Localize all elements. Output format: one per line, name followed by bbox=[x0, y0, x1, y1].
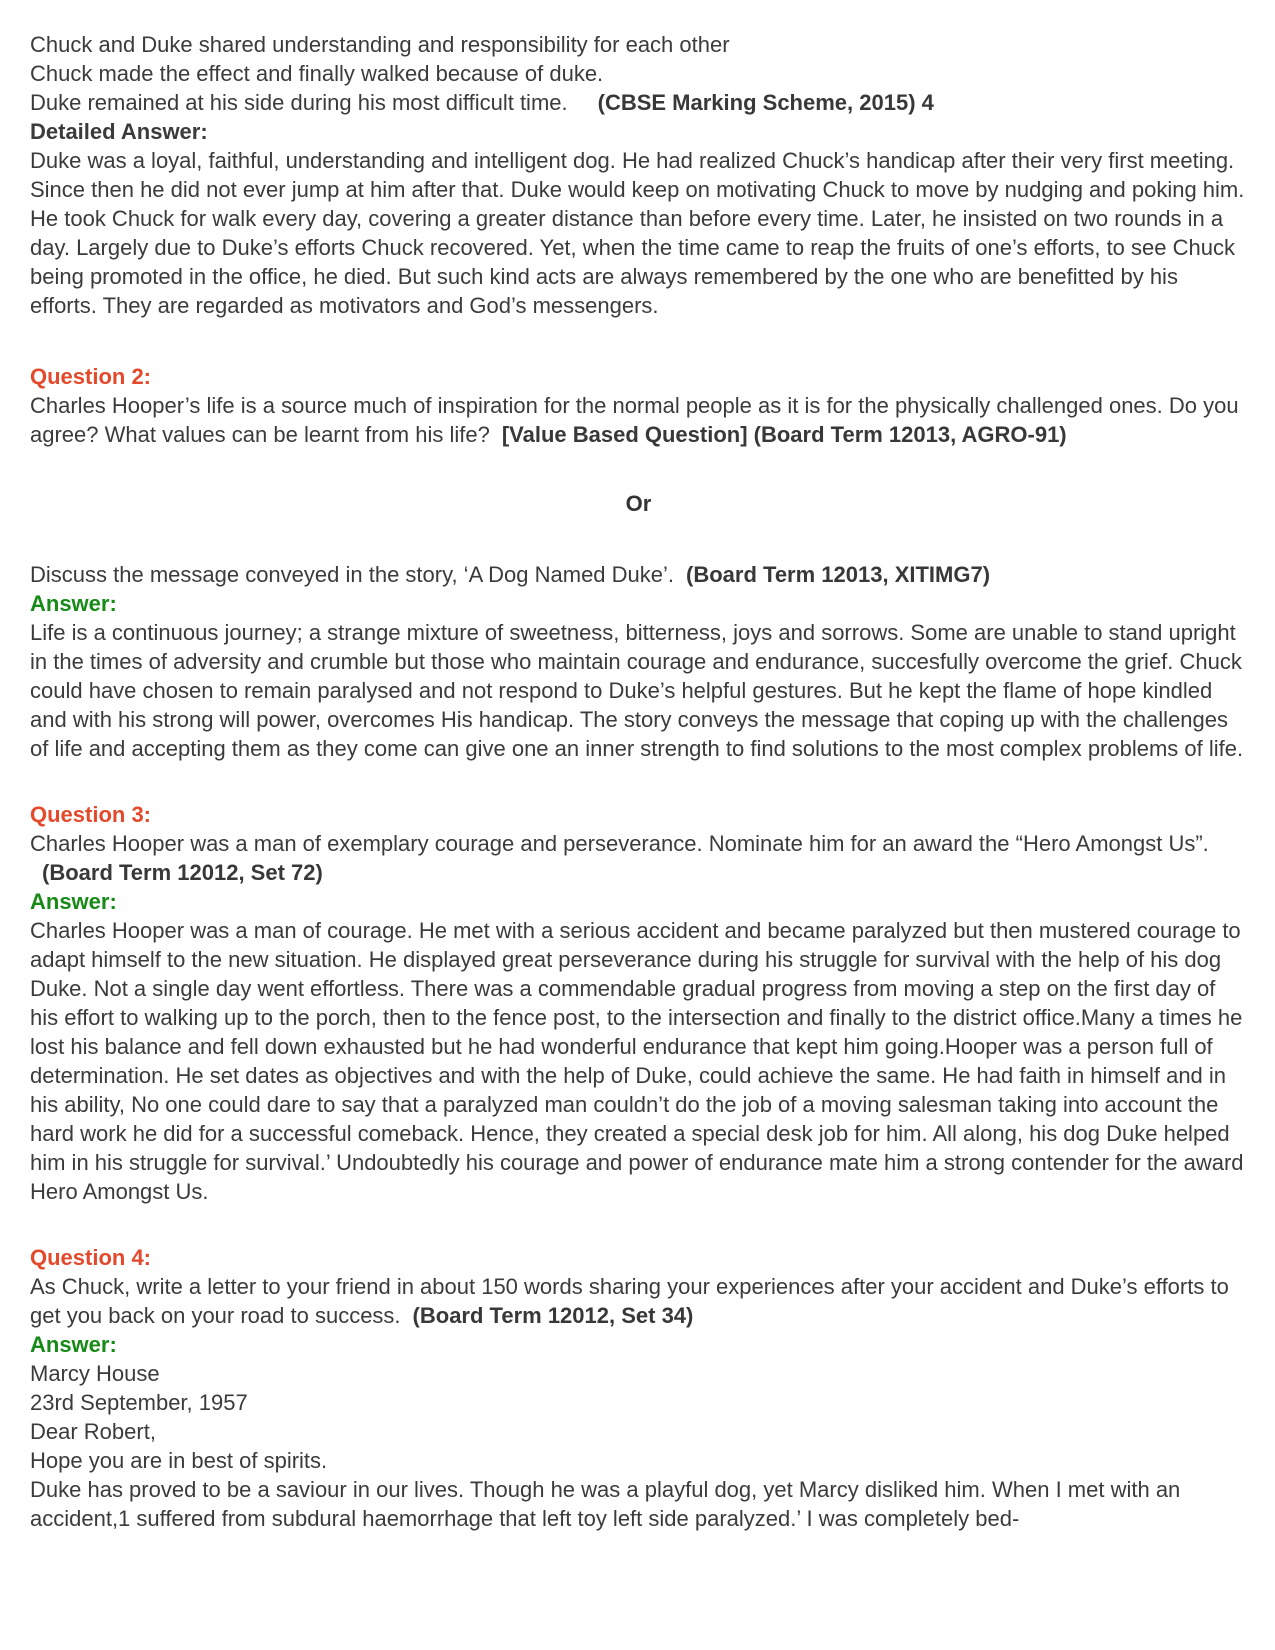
question-2-answer-text: Life is a continuous journey; a strange mixture of sweetness, bitterness, joys and sorrows. Some are unable to stand upright in the times of adversity and crumble but those who maintain courage and endurance, succesfully overcome the grief. Chuck could have chosen to remain paralysed and not respond to Duke’s helpful gestures. But he kept the flame of hope kindled and with his strong will power, overcomes His handicap. The story conveys the message that coping up with the challenges of life and accepting them as they come can give one an inner strength to find solutions to the most complex problems of life. bbox=[30, 620, 1244, 761]
question-2-board-ref: [Value Based Question] (Board Term 12013, AGRO-91) bbox=[501, 422, 1067, 447]
question-3-text-body: Charles Hooper was a man of exemplary courage and perseverance. Nominate him for an award the “Hero Amongst Us”. bbox=[30, 831, 1209, 856]
or-divider: Or bbox=[625, 491, 652, 516]
question-2-text-body: Charles Hooper’s life is a source much of inspiration for the normal people as it is for the physically challenged ones. Do you agree? What values can be learnt from his life? bbox=[30, 393, 1239, 447]
question-4-text bbox=[30, 1272, 1247, 1330]
question-2-alt-text bbox=[30, 560, 1247, 589]
question-3-answer-text: Charles Hooper was a man of courage. He met with a serious accident and became paralyzed but then mustered courage to adapt himself to the new situation. He displayed great perseverance during his struggle for survival with the help of his dog Duke. Not a single day went effortless. There was a commendable gradual progress from moving a step on the first day of his effort to walking up to the porch, then to the fence post, to the intersection and finally to the district office.Many a times he lost his balance and fell down exhausted but he had wonderful endurance that kept him going.Hooper was a person full of determination. He set dates as objectives and with the help of Duke, could achieve the same. He had faith in himself and in his ability, No one could dare to say that a paralyzed man couldn’t do the job of a moving salesman taking into account the hard work he did for a successful comeback. Hence, they created a special desk job for him. All along, his dog Duke helped him in his struggle for survival.’ Undoubtedly his courage and power of endurance mate him a strong contender for the award Hero Amongst Us. bbox=[30, 918, 1244, 1204]
question-4-heading: Question 4: bbox=[30, 1245, 152, 1270]
question-4-section bbox=[30, 1243, 1247, 1533]
question-4-text-body: As Chuck, write a letter to your friend in about 150 words sharing your experiences after your accident and Duke’s efforts to get you back on your road to success. bbox=[30, 1274, 1229, 1328]
marking-scheme-section bbox=[30, 30, 1247, 320]
cbse-marking-scheme-ref: (CBSE Marking Scheme, 2015) 4 bbox=[597, 90, 934, 115]
question-2-section bbox=[30, 362, 1247, 449]
question-4-board-ref: (Board Term 12012, Set 34) bbox=[412, 1303, 694, 1328]
scheme-point-1: Chuck and Duke shared understanding and responsibility for each other bbox=[30, 32, 730, 57]
question-2-heading: Question 2: bbox=[30, 364, 152, 389]
letter-opening: Hope you are in best of spirits. bbox=[30, 1448, 328, 1473]
scheme-point-3 bbox=[30, 88, 1247, 117]
question-2-alt-text-body: Discuss the message conveyed in the story, ‘A Dog Named Duke’. bbox=[30, 562, 675, 587]
question-4-answer-label: Answer: bbox=[30, 1332, 117, 1357]
letter-body: Duke has proved to be a saviour in our lives. Though he was a playful dog, yet Marcy disliked him. When I met with an accident,1 suffered from subdural haemorrhage that left toy left side paralyzed.’ I was completely bed- bbox=[30, 1477, 1181, 1531]
detailed-answer-text: Duke was a loyal, faithful, understanding and intelligent dog. He had realized Chuck’s handicap after their very first meeting. Since then he did not ever jump at him after that. Duke would keep on motivating Chuck to move by nudging and poking him. He took Chuck for walk every day, covering a greater distance than before every time. Later, he insisted on two rounds in a day. Largely due to Duke’s efforts Chuck recovered. Yet, when the time came to reap the fruits of one’s efforts, to see Chuck being promoted in the office, he died. But such kind acts are always remembered by the one who are benefitted by his efforts. They are regarded as motivators and God’s messengers. bbox=[30, 148, 1245, 318]
detailed-answer-label: Detailed Answer: bbox=[30, 119, 208, 144]
question-3-heading: Question 3: bbox=[30, 802, 152, 827]
letter-date: 23rd September, 1957 bbox=[30, 1390, 248, 1415]
question-2-alt-section bbox=[30, 560, 1247, 763]
scheme-point-2: Chuck made the effect and finally walked because of duke. bbox=[30, 61, 604, 86]
question-3-answer-label: Answer: bbox=[30, 889, 117, 914]
question-2-alt-board-ref: (Board Term 12013, XITIMG7) bbox=[686, 562, 991, 587]
question-3-board-ref: (Board Term 12012, Set 72) bbox=[42, 860, 323, 885]
letter-salutation: Dear Robert, bbox=[30, 1419, 156, 1444]
question-3-text bbox=[30, 829, 1247, 887]
letter-address: Marcy House bbox=[30, 1361, 160, 1386]
question-2-text bbox=[30, 391, 1247, 449]
question-3-section bbox=[30, 800, 1247, 1206]
question-2-answer-label: Answer: bbox=[30, 591, 117, 616]
scheme-point-3-text: Duke remained at his side during his most difficult time. bbox=[30, 90, 568, 115]
